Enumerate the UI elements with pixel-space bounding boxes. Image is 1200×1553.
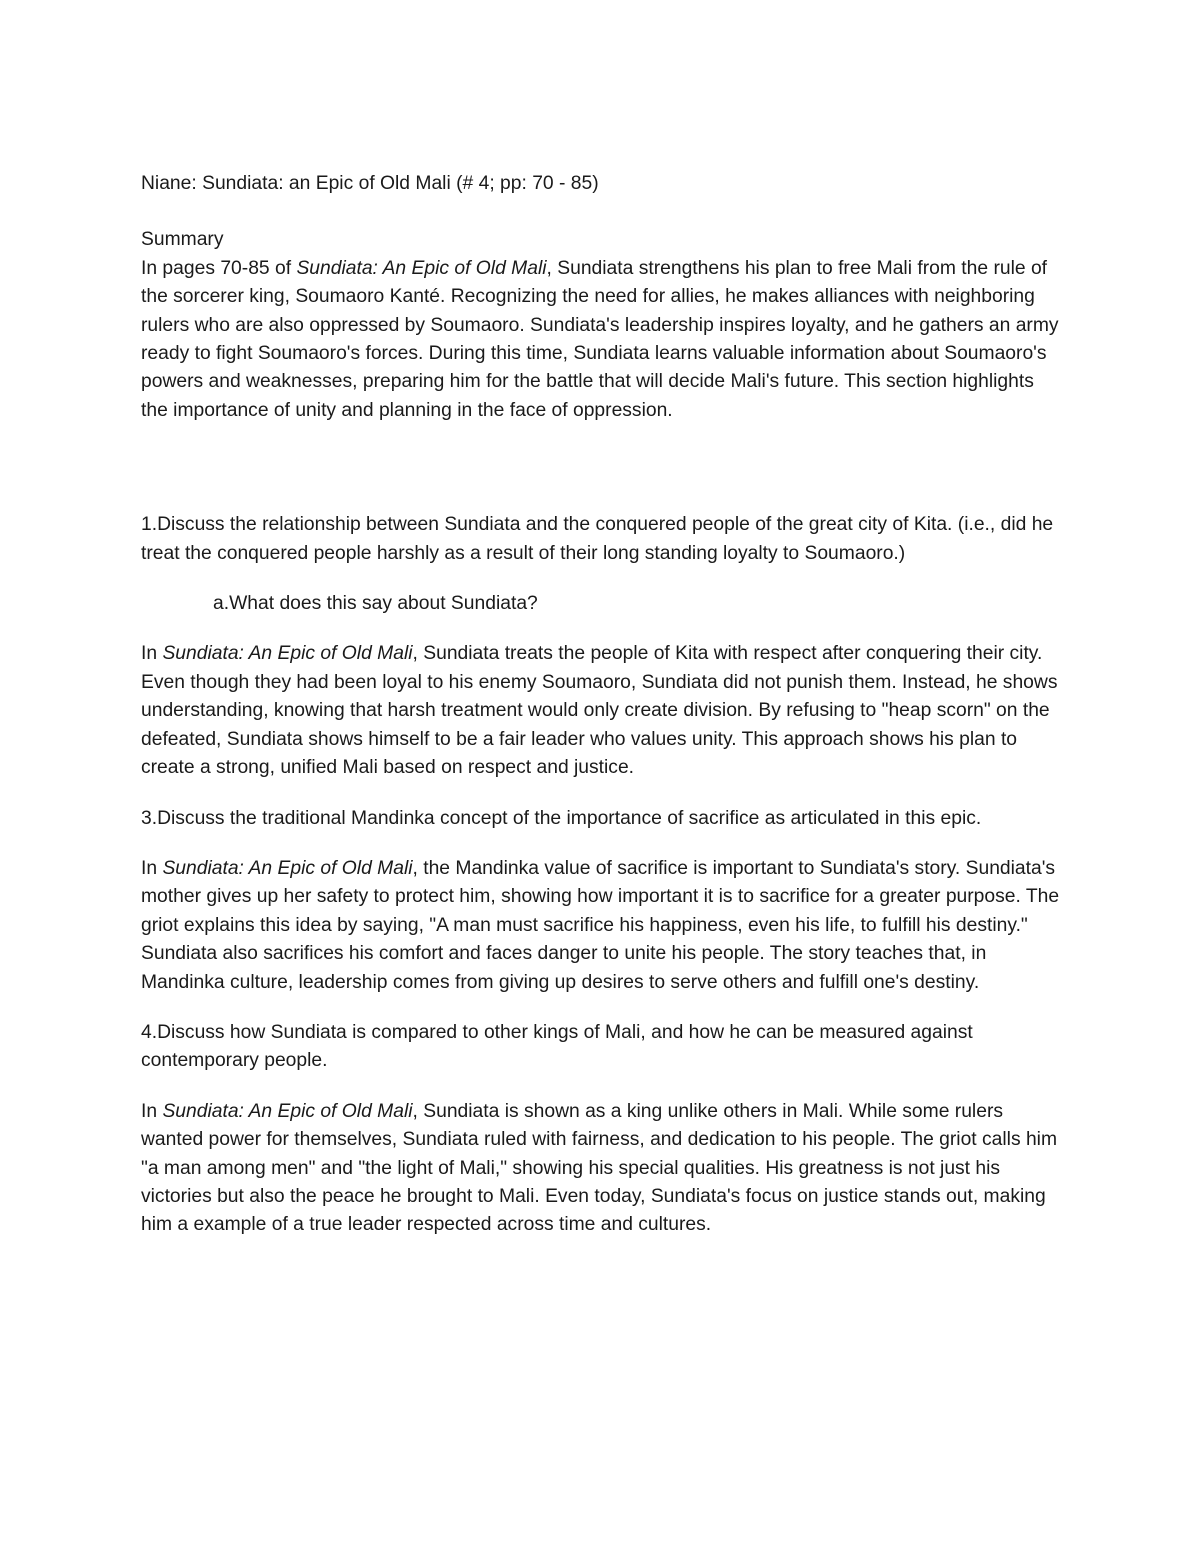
answer-1 (141, 640, 1060, 782)
book-title: Sundiata: An Epic of Old Mali (296, 257, 547, 279)
summary-text-post: , Sundiata strengthens his plan to free Mali from the rule of the sorcerer king, Soumaoro Kanté. Recognizing the need for allies, he makes alliances with neighboring rulers who are also oppressed by Soumaoro. Sundiata's leadership inspires loyalty, and he gathers an army ready to fight Soumaoro's forces. During this time, Sundiata learns valuable information about Soumaoro's powers and weaknesses, preparing him for the battle that will decide Mali's future. This section highlights the importance of unity and planning in the face of oppression. (141, 257, 1059, 421)
answer-1-pre: In (141, 643, 163, 665)
answer-4-pre: In (141, 1100, 163, 1122)
book-title: Sundiata: An Epic of Old Mali (162, 1100, 413, 1122)
summary-paragraph (141, 255, 1060, 425)
answer-4-post: , Sundiata is shown as a king unlike others in Mali. While some rulers wanted power for themselves, Sundiata ruled with fairness, and dedication to his people. The griot calls him "a man among men" and "the light of Mali," showing his special qualities. His greatness is not just his victories but also the peace he brought to Mali. Even today, Sundiata's focus on justice stands out, making him a example of a true leader respected across time and cultures. (141, 1100, 1058, 1236)
answer-3-pre: In (141, 857, 163, 879)
question-4: 4.Discuss how Sundiata is compared to other kings of Mali, and how he can be measured against contemporary people. (141, 1021, 973, 1072)
summary-heading: Summary (141, 229, 224, 251)
answer-4 (141, 1098, 1060, 1240)
answer-3-post: , the Mandinka value of sacrifice is important to Sundiata's story. Sundiata's mother gives up her safety to protect him, showing how important it is to sacrifice for a greater purpose. The griot explains this idea by saying, "A man must sacrifice his happiness, even his life, to fulfill his destiny." Sundiata also sacrifices his comfort and faces danger to unite his people. The story teaches that, in Mandinka culture, leadership comes from giving up desires to serve others and fulfill one's destiny. (141, 857, 1060, 993)
question-3: 3.Discuss the traditional Mandinka concept of the importance of sacrifice as articulated in this epic. (141, 807, 982, 829)
question-1a: a.What does this say about Sundiata? (213, 593, 538, 615)
summary-text-pre: In pages 70-85 of (141, 257, 297, 279)
question-1: 1.Discuss the relationship between Sundiata and the conquered people of the great city of Kita. (i.e., did he treat the conquered people harshly as a result of their long standing loyalty to Soumaoro.) (141, 514, 1054, 564)
answer-3 (141, 855, 1060, 997)
book-title: Sundiata: An Epic of Old Mali (162, 857, 413, 879)
document-title: Niane: Sundiata: an Epic of Old Mali (# 4; pp: 70 - 85) (141, 173, 599, 194)
answer-1-post: , Sundiata treats the people of Kita with respect after conquering their city. Even though they had been loyal to his enemy Soumaoro, Sundiata did not punish them. Instead, he shows understanding, knowing that harsh treatment would only create division. By refusing to "heap scorn" on the defeated, Sundiata shows himself to be a fair leader who values unity. This approach shows his plan to create a strong, unified Mali based on respect and justice. (141, 643, 1058, 779)
book-title: Sundiata: An Epic of Old Mali (162, 643, 413, 665)
